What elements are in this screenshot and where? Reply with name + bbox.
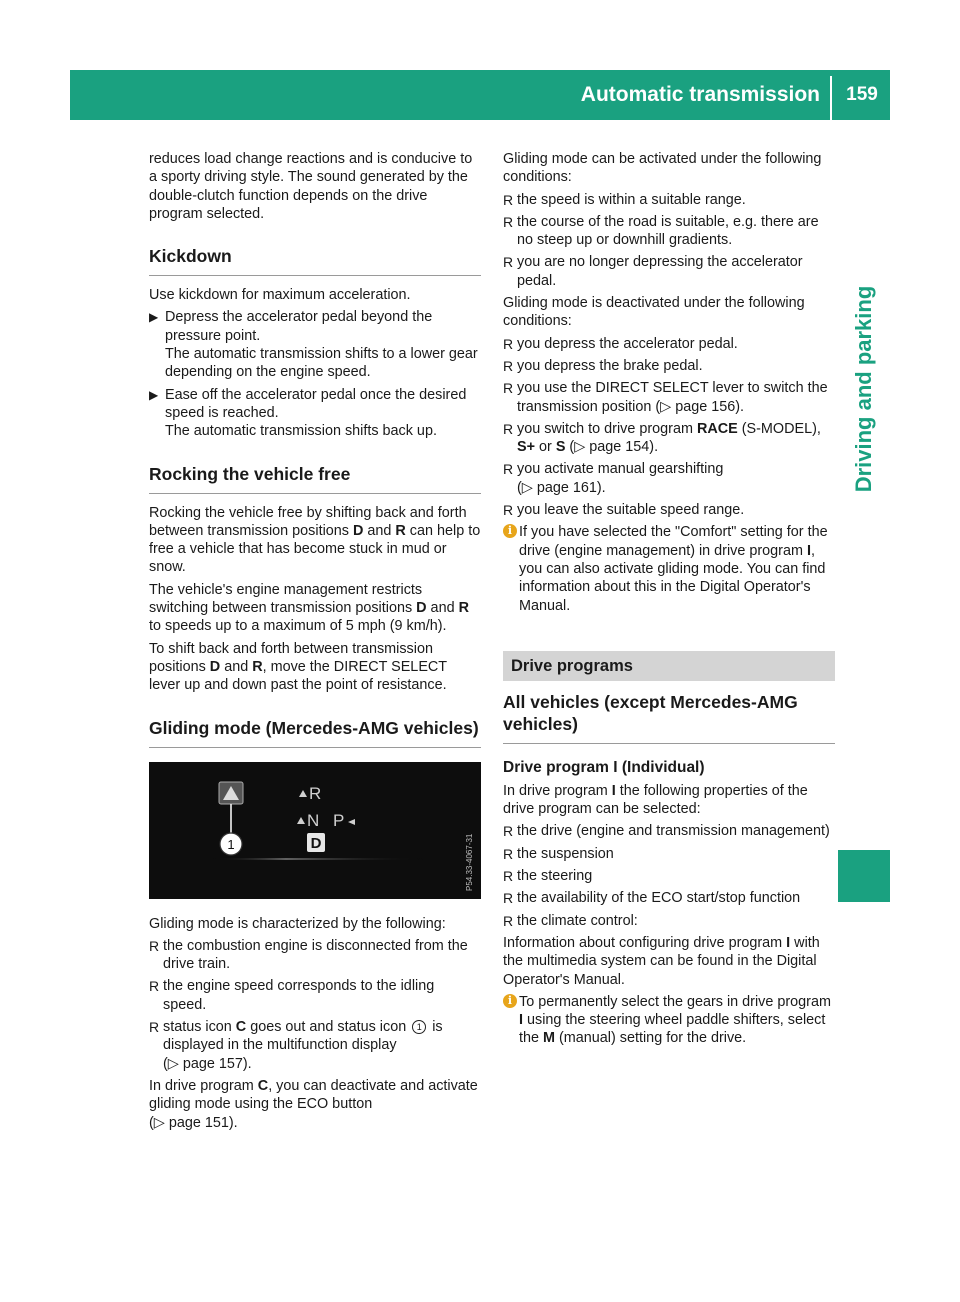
page-reference: (▷ page 154). (565, 439, 659, 456)
bullet-icon: R (503, 357, 514, 374)
side-section-label (838, 124, 890, 654)
list-item: R you switch to drive program RACE (S-MODEL), S+ or S (▷ page 154). (503, 420, 821, 456)
drive-program-i-intro: In drive program I the following properties of the drive program can be selected: (503, 782, 808, 818)
chapter-title: Automatic transmission (580, 83, 820, 106)
list-item: R the course of the road is suitable, e.g. there are no steep up or downhill gradients. (503, 213, 819, 249)
configuration-paragraph: Information about configuring drive program I with the multimedia system can be found in the Digital Operator's Manual. (503, 934, 820, 988)
info-icon: i (503, 994, 517, 1008)
bullet-icon: R (149, 937, 160, 954)
gliding-eco-paragraph: In drive program C, you can deactivate and activate gliding mode using the ECO button (▷ page 151). (149, 1077, 478, 1131)
activation-list (503, 191, 835, 290)
rocking-paragraph-2: The vehicle's engine management restricts switching between transmission positions D and R to speeds up to a maximum of 5 mph (9 km/h). (149, 581, 469, 635)
activation-intro: Gliding mode can be activated under the following conditions: (503, 151, 822, 186)
kickdown-intro: Use kickdown for maximum acceleration. (149, 287, 411, 304)
bullet-icon: R (503, 213, 514, 230)
bullet-icon: R (503, 890, 514, 907)
svg-text:R: R (309, 783, 322, 803)
gliding-display-figure (149, 762, 481, 899)
bullet-icon: R (503, 823, 514, 840)
multifunction-display-illustration (149, 762, 481, 899)
page-header (70, 70, 890, 120)
list-item: R you use the DIRECT SELECT lever to switch the transmission position (▷ page 156). (503, 380, 828, 415)
callout-1-icon: 1 (412, 1020, 426, 1034)
list-item: R status icon C goes out and status icon 1 is displayed in the multifunction display (▷ page 157). (149, 1019, 443, 1072)
list-item: R you leave the suitable speed range. (503, 502, 745, 519)
svg-text:N: N (307, 810, 320, 830)
kickdown-step-2 (149, 386, 481, 441)
deactivation-list (503, 335, 835, 520)
side-section-text: Driving and parking (851, 285, 876, 493)
info-icon: i (503, 524, 517, 538)
step-text: Depress the accelerator pedal beyond the pressure point. (165, 309, 433, 344)
side-tab-marker (838, 850, 890, 902)
step-result: The automatic transmission shifts back up. (165, 423, 437, 440)
bullet-icon: R (503, 868, 514, 885)
drive-program-i-heading: Drive program I (Individual) (503, 758, 705, 776)
info-note-comfort: i If you have selected the "Comfort" setting for the drive (engine management) in drive program I, you can also activate gliding mode. You can find information about this in the Digital Operator's Manual. (503, 523, 835, 614)
list-item: R you activate manual gearshifting (▷ page 161). (503, 461, 724, 496)
list-item: R the engine speed corresponds to the idling speed. (149, 978, 435, 1013)
rocking-paragraph-3: To shift back and forth between transmission positions D and R, move the DIRECT SELECT lever up and down past the point of resistance. (149, 640, 447, 694)
step-result: The automatic transmission shifts to a lower gear depending on the engine speed. (165, 346, 478, 381)
kickdown-step-1 (149, 308, 481, 381)
all-vehicles-heading: All vehicles (except Mercedes-AMG vehicles) (503, 691, 835, 744)
info-note-paddle-shifters: i To permanently select the gears in drive program I using the steering wheel paddle shifters, select the M (manual) setting for the drive. (503, 993, 835, 1048)
bullet-icon: R (149, 1019, 160, 1036)
page-number: 159 (846, 84, 878, 105)
bullet-icon: R (503, 420, 514, 437)
list-item: R the availability of the ECO start/stop function (503, 890, 801, 907)
right-column (503, 150, 835, 1054)
rocking-paragraph-1: Rocking the vehicle free by shifting back and forth between transmission positions D and R can help to free a vehicle that has become stuck in mud or snow. (149, 504, 481, 576)
header-separator (830, 76, 832, 120)
list-item: R the combustion engine is disconnected from the drive train. (149, 937, 468, 973)
list-item: R the speed is within a suitable range. (503, 191, 746, 208)
gliding-characteristics-list (149, 937, 481, 1073)
step-arrow-icon: ▶ (149, 387, 159, 402)
bullet-icon: R (503, 380, 514, 397)
left-column (149, 150, 481, 1136)
bullet-icon: R (149, 978, 160, 995)
list-item: R you depress the brake pedal. (503, 357, 703, 374)
bullet-icon: R (503, 845, 514, 862)
kickdown-heading: Kickdown (149, 245, 481, 276)
svg-text:D: D (310, 834, 322, 852)
list-item: R the drive (engine and transmission management) (503, 823, 830, 840)
drive-programs-section-bar: Drive programs (503, 651, 835, 681)
bullet-icon: R (503, 335, 514, 352)
drive-program-properties-list (503, 822, 835, 929)
rocking-heading: Rocking the vehicle free (149, 463, 481, 494)
gliding-heading: Gliding mode (Mercedes-AMG vehicles) (149, 717, 481, 748)
intro-paragraph: reduces load change reactions and is conducive to a sporty driving style. The sound generated by the double-clutch function depends on the drive program selected. (149, 151, 473, 222)
step-arrow-icon: ▶ (149, 310, 159, 325)
bullet-icon: R (503, 254, 514, 271)
list-item: R you are no longer depressing the accelerator pedal. (503, 254, 803, 289)
deactivation-intro: Gliding mode is deactivated under the following conditions: (503, 295, 805, 330)
gliding-intro: Gliding mode is characterized by the following: (149, 915, 446, 932)
svg-text:P54.33-4067-31: P54.33-4067-31 (465, 833, 474, 891)
svg-text:P: P (333, 810, 345, 830)
bullet-icon: R (503, 461, 514, 478)
page-reference: (▷ page 157). (163, 1055, 252, 1072)
bullet-icon: R (503, 502, 514, 519)
svg-text:1: 1 (227, 836, 235, 852)
page-reference: (▷ page 151). (149, 1114, 238, 1131)
bullet-icon: R (503, 912, 514, 929)
list-item: R you depress the accelerator pedal. (503, 335, 738, 352)
page-reference: (▷ page 161). (517, 479, 606, 496)
step-text: Ease off the accelerator pedal once the desired speed is reached. (165, 386, 467, 421)
list-item: R the suspension (503, 845, 614, 862)
list-item: R the steering (503, 868, 593, 885)
list-item: R the climate control: (503, 912, 638, 929)
bullet-icon: R (503, 191, 514, 208)
